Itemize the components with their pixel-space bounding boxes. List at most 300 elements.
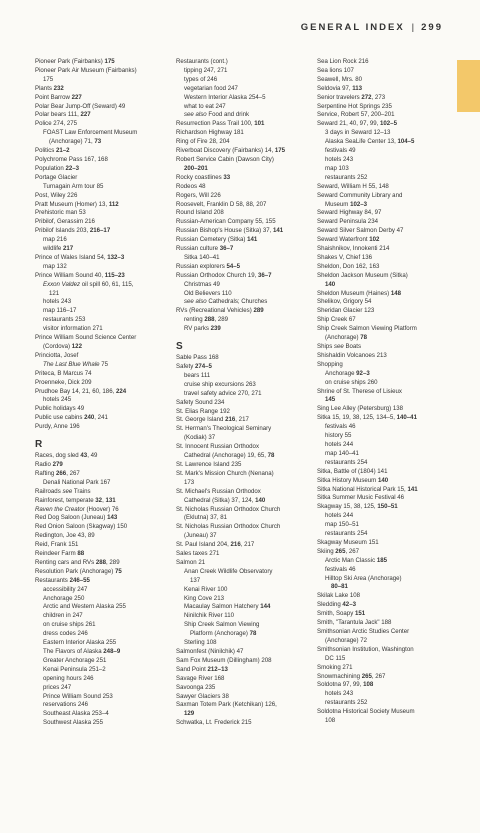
index-entry bbox=[176, 174, 306, 183]
index-entry bbox=[35, 423, 165, 432]
entry-text: 3 days in Seward 12–13 bbox=[325, 129, 391, 137]
entry-text: Rocky coastlines bbox=[176, 173, 224, 181]
index-subentry bbox=[35, 693, 165, 702]
entry-text: The Flavors of Alaska bbox=[43, 648, 104, 655]
entry-text: 104–5 bbox=[397, 138, 415, 146]
entry-text: cruise ship excursions 263 bbox=[184, 380, 256, 388]
entry-text: 240 bbox=[84, 414, 95, 422]
entry-text: children in 247 bbox=[43, 612, 83, 620]
index-entry bbox=[317, 236, 447, 245]
entry-text: Sand Point bbox=[176, 665, 208, 673]
entry-text: 144 bbox=[260, 603, 271, 611]
entry-text: Radio bbox=[35, 460, 53, 468]
entry-text: St. Nicholas Russian Orthodox Church bbox=[176, 505, 281, 513]
entry-text: Boats bbox=[343, 343, 362, 350]
index-subentry bbox=[176, 612, 306, 621]
index-entry bbox=[317, 494, 447, 503]
entry-text: Resurrection Pass Trail 100, bbox=[176, 120, 255, 128]
index-entry bbox=[35, 111, 165, 120]
entry-text: 132–3 bbox=[107, 253, 125, 261]
index-entry bbox=[176, 245, 306, 254]
entry-text: Sales taxes 271 bbox=[176, 550, 220, 558]
entry-text: reservations 246 bbox=[43, 701, 89, 709]
entry-text: Reid, Frank 151 bbox=[35, 541, 79, 549]
index-entry bbox=[317, 681, 447, 690]
index-entry bbox=[317, 343, 447, 352]
index-subentry bbox=[176, 316, 306, 325]
index-entry bbox=[176, 201, 306, 210]
index-subentry bbox=[35, 307, 165, 316]
index-subentry bbox=[317, 699, 447, 708]
index-entry bbox=[176, 416, 306, 425]
index-entry bbox=[176, 363, 306, 372]
entry-text: St. Herman's Theological Seminary bbox=[176, 425, 272, 433]
entry-text: RV parks bbox=[184, 325, 211, 333]
entry-text: on cruise ships 261 bbox=[43, 621, 96, 629]
entry-text: Sterling 108 bbox=[184, 639, 217, 647]
entry-text: Prince of Wales Island 54, bbox=[35, 253, 108, 261]
entry-text: oil spill 60, 61, 115, bbox=[80, 280, 134, 288]
entry-text: what to eat 247 bbox=[184, 102, 226, 110]
entry-text: Restaurants bbox=[35, 576, 70, 584]
index-subentry bbox=[176, 76, 306, 85]
index-entry bbox=[317, 290, 447, 299]
entry-text: Sitka 140–41 bbox=[184, 253, 220, 261]
index-entry-continuation bbox=[176, 514, 306, 523]
entry-text: Rogers, Will 226 bbox=[176, 191, 221, 199]
entry-text: 185 bbox=[376, 556, 387, 564]
entry-text: Round Island 208 bbox=[176, 209, 224, 217]
entry-text: map 216 bbox=[43, 236, 67, 244]
entry-text: 175 bbox=[104, 58, 115, 65]
entry-text: Trains bbox=[72, 487, 91, 495]
entry-text: Proenneke, Dick 209 bbox=[35, 378, 92, 386]
entry-text: (Juneau) 37 bbox=[184, 532, 217, 540]
index-entry bbox=[317, 361, 447, 370]
entry-text: Sitka National Historical Park 15, bbox=[317, 485, 408, 493]
index-entry-continuation bbox=[317, 281, 447, 290]
index-entry bbox=[35, 334, 165, 343]
index-entry bbox=[176, 550, 306, 559]
index-entry bbox=[35, 541, 165, 550]
entry-text: Pribilof Islands 203, bbox=[35, 227, 90, 235]
entry-text: Cathedral (Anchorage) 19, 65, bbox=[184, 452, 268, 460]
index-entry bbox=[35, 514, 165, 523]
index-entry bbox=[176, 218, 306, 227]
index-subentry bbox=[317, 557, 447, 566]
entry-text: (Anchorage) 72 bbox=[325, 636, 368, 644]
index-entry bbox=[35, 550, 165, 559]
entry-text: 102 bbox=[369, 236, 380, 244]
entry-text: 21–2 bbox=[56, 147, 70, 155]
entry-text: Old Believers 110 bbox=[184, 289, 232, 297]
entry-text: (Hoover) 76 bbox=[84, 505, 119, 513]
index-subentry bbox=[35, 325, 165, 334]
index-entry bbox=[35, 461, 165, 470]
index-entry bbox=[35, 201, 165, 210]
index-entry bbox=[317, 94, 447, 103]
index-entry bbox=[176, 236, 306, 245]
index-entry bbox=[176, 657, 306, 666]
entry-text: restaurants 252 bbox=[325, 173, 368, 181]
entry-text: 141 bbox=[407, 485, 418, 493]
index-subentry bbox=[35, 666, 165, 675]
index-entry bbox=[35, 209, 165, 218]
entry-text: Russian-American Company 55, 155 bbox=[176, 218, 276, 226]
index-entry-continuation bbox=[317, 334, 447, 343]
entry-text: Polar Bear Jump-Off (Seward) 49 bbox=[35, 102, 126, 110]
entry-text: Savage River 168 bbox=[176, 674, 225, 682]
entry-text: Smith, Soapy bbox=[317, 610, 355, 618]
index-column-1 bbox=[35, 58, 165, 728]
entry-text: St. Elias Range 192 bbox=[176, 407, 230, 415]
entry-text: Snowmachining bbox=[317, 672, 362, 680]
entry-text: Sledding bbox=[317, 601, 343, 609]
entry-text: 173 bbox=[184, 478, 195, 486]
entry-text: restaurants 253 bbox=[43, 316, 86, 324]
index-entry bbox=[176, 443, 306, 452]
index-entry bbox=[35, 85, 165, 94]
entry-text: 113 bbox=[352, 84, 363, 92]
entry-text: Sitka, Battle of (1804) 141 bbox=[317, 467, 388, 475]
entry-text: S bbox=[176, 341, 183, 353]
entry-text: Ninilchik River 110 bbox=[184, 612, 235, 620]
index-subentry-continuation bbox=[35, 290, 165, 299]
entry-text: 115–23 bbox=[104, 271, 125, 279]
entry-text: Sitka History Museum bbox=[317, 476, 378, 484]
entry-text: 150–51 bbox=[377, 503, 398, 511]
entry-text: , 267 bbox=[371, 672, 386, 680]
entry-text: 140 bbox=[325, 280, 336, 288]
index-entry-continuation bbox=[35, 343, 165, 352]
index-subentry bbox=[176, 103, 306, 112]
entry-text: Railroads bbox=[35, 487, 63, 495]
index-entry bbox=[176, 272, 306, 281]
entry-text: Smith, "Tarantula Jack" 188 bbox=[317, 619, 392, 627]
entry-text: vegetarian food 247 bbox=[184, 84, 238, 92]
entry-text: (Anchorage) bbox=[325, 334, 361, 342]
entry-text: 266 bbox=[56, 469, 67, 477]
entry-text: restaurants 254 bbox=[325, 458, 368, 466]
entry-text: Southeast Alaska 253–4 bbox=[43, 710, 109, 718]
entry-text: 140 bbox=[377, 476, 389, 484]
entry-text: 54–5 bbox=[226, 262, 241, 270]
index-entry bbox=[317, 67, 447, 76]
index-subentry bbox=[35, 684, 165, 693]
index-subentry bbox=[35, 621, 165, 630]
entry-text: Service, Robert 57, 200–201 bbox=[317, 111, 395, 119]
index-entry bbox=[176, 675, 306, 684]
index-entry bbox=[317, 664, 447, 673]
index-entry bbox=[317, 76, 447, 85]
entry-text: festivals 46 bbox=[325, 565, 356, 573]
index-entry bbox=[176, 58, 306, 67]
entry-text: Seward Highway 84, 97 bbox=[317, 209, 382, 217]
entry-text: see also bbox=[184, 298, 207, 306]
entry-text: Prudhoe Bay 14, 21, 60, 186, bbox=[35, 387, 116, 395]
entry-text: Russian Orthodox Church 19, bbox=[176, 271, 258, 279]
entry-text: Denali National Park 167 bbox=[43, 478, 111, 486]
index-subentry bbox=[176, 390, 306, 399]
entry-text: , 289 bbox=[214, 316, 229, 324]
entry-text: King Cove 213 bbox=[184, 594, 224, 602]
entry-text: , 241 bbox=[94, 414, 108, 422]
entry-text: 32 bbox=[95, 496, 103, 504]
index-subentry bbox=[35, 710, 165, 719]
entry-text: Prehistoric man 53 bbox=[35, 209, 86, 217]
entry-text: Hilltop Ski Area (Anchorage) bbox=[325, 574, 402, 582]
index-entry bbox=[176, 461, 306, 470]
index-entry bbox=[35, 405, 165, 414]
index-subentry bbox=[35, 603, 165, 612]
entry-text: Rodeos 48 bbox=[176, 182, 206, 190]
index-subentry bbox=[35, 479, 165, 488]
index-subentry-continuation bbox=[317, 583, 447, 592]
entry-text: map 132 bbox=[43, 262, 67, 270]
entry-text: Roosevelt, Franklin D 58, 88, 207 bbox=[176, 200, 267, 208]
index-entry bbox=[317, 245, 447, 254]
index-subentry bbox=[176, 372, 306, 381]
entry-text: opening hours 246 bbox=[43, 674, 94, 682]
entry-text: visitor information 271 bbox=[43, 325, 103, 333]
index-subentry bbox=[317, 521, 447, 530]
index-entry bbox=[35, 559, 165, 568]
entry-text: Salmon 21 bbox=[176, 558, 206, 566]
entry-text: Sing Lee Alley (Petersburg) 138 bbox=[317, 405, 404, 413]
index-subentry bbox=[35, 657, 165, 666]
entry-text: hotels 245 bbox=[43, 396, 72, 404]
index-subentry bbox=[317, 575, 447, 584]
entry-text: 227 bbox=[71, 93, 82, 101]
index-subentry bbox=[35, 245, 165, 254]
index-subentry bbox=[35, 648, 165, 657]
index-entry-continuation bbox=[176, 165, 306, 174]
index-entry bbox=[317, 298, 447, 307]
index-entry bbox=[317, 610, 447, 619]
entry-text: Skiing bbox=[317, 547, 336, 555]
entry-text: 274–5 bbox=[194, 363, 212, 370]
entry-text: 137 bbox=[190, 576, 201, 584]
entry-text: St. Lawrence Island 235 bbox=[176, 460, 242, 468]
entry-text: FOAST Law Enforcement Museum bbox=[43, 129, 138, 137]
index-subentry bbox=[35, 183, 165, 192]
entry-text: see bbox=[62, 487, 73, 495]
index-subentry bbox=[317, 450, 447, 459]
entry-text: festivals 49 bbox=[325, 147, 356, 155]
entry-text: map 116–17 bbox=[43, 307, 77, 315]
entry-text: Cathedrals; Churches bbox=[206, 298, 268, 306]
index-subentry bbox=[317, 690, 447, 699]
index-entry bbox=[35, 227, 165, 236]
entry-text: hotels 243 bbox=[325, 155, 354, 163]
entry-text: Sheldon, Don 162, 163 bbox=[317, 262, 380, 270]
index-entry bbox=[35, 94, 165, 103]
entry-text: Pioneer Park (Fairbanks) bbox=[35, 58, 105, 65]
index-entry bbox=[317, 405, 447, 414]
entry-text: The Last Blue Whale bbox=[43, 360, 100, 368]
entry-text: Salmonfest (Ninilchik) 47 bbox=[176, 648, 244, 655]
entry-text: prices 247 bbox=[43, 683, 72, 691]
entry-text: 121 bbox=[49, 289, 60, 297]
entry-text: 78 bbox=[267, 452, 275, 460]
entry-text: Polychrome Pass 167, 168 bbox=[35, 155, 108, 163]
entry-text: 33 bbox=[223, 173, 231, 181]
entry-text: , bbox=[102, 496, 106, 504]
entry-text: Renting cars and RVs bbox=[35, 558, 96, 566]
entry-text: hotels 243 bbox=[43, 298, 72, 306]
index-subentry bbox=[317, 129, 447, 138]
index-entry bbox=[317, 120, 447, 129]
entry-text: Red Dog Saloon (Juneau) bbox=[35, 514, 108, 522]
index-subentry bbox=[176, 67, 306, 76]
index-subentry bbox=[35, 316, 165, 325]
entry-text: Museum bbox=[325, 200, 351, 208]
index-entry bbox=[35, 379, 165, 388]
entry-text: 43 bbox=[80, 452, 88, 460]
index-entry bbox=[317, 58, 447, 67]
index-subentry bbox=[35, 396, 165, 405]
entry-text: 212–13 bbox=[207, 665, 228, 673]
index-entry bbox=[35, 470, 165, 479]
entry-text: accessibility 247 bbox=[43, 585, 88, 593]
entry-text: 224 bbox=[115, 387, 127, 395]
entry-text: hotels 244 bbox=[325, 512, 354, 520]
entry-text: 216 bbox=[225, 416, 236, 424]
entry-text: 88 bbox=[77, 550, 85, 558]
index-entry bbox=[35, 67, 165, 76]
entry-text: 272 bbox=[361, 93, 372, 101]
entry-text: Purdy, Anne 196 bbox=[35, 423, 80, 431]
section-thumb-tab bbox=[457, 60, 480, 112]
entry-text: Seward Waterfront bbox=[317, 236, 370, 244]
entry-text: 175 bbox=[43, 75, 54, 83]
entry-text: Shakes V, Chief 136 bbox=[317, 253, 372, 261]
entry-text: 279 bbox=[52, 460, 63, 468]
entry-text: 75 bbox=[114, 567, 122, 575]
entry-text: St. Mark's Mission Church (Nenana) bbox=[176, 469, 274, 477]
entry-text: Kenai Peninsula 251–2 bbox=[43, 665, 106, 673]
entry-text: Platform (Anchorage) bbox=[190, 630, 250, 638]
index-entry bbox=[176, 408, 306, 417]
index-subentry bbox=[176, 381, 306, 390]
entry-text: 22–3 bbox=[65, 164, 80, 172]
index-subentry bbox=[35, 263, 165, 272]
index-entry-continuation bbox=[317, 717, 447, 726]
entry-text: Shaishnikov, Innokenti 214 bbox=[317, 245, 390, 253]
index-entry bbox=[35, 103, 165, 112]
index-entry bbox=[317, 192, 447, 201]
index-subentry bbox=[317, 423, 447, 432]
entry-text: types of 246 bbox=[184, 75, 218, 83]
entry-text: Soldotna 97, 99, bbox=[317, 681, 364, 689]
index-entry bbox=[317, 209, 447, 218]
entry-text: on cruise ships 260 bbox=[325, 378, 378, 386]
entry-text: Population bbox=[35, 164, 66, 172]
entry-text: Ring of Fire 28, 204 bbox=[176, 138, 230, 146]
index-subentry bbox=[317, 156, 447, 165]
index-entry bbox=[317, 316, 447, 325]
index-entry bbox=[35, 532, 165, 541]
entry-text: Riverboat Discovery (Fairbanks) 14, bbox=[176, 147, 275, 155]
entry-text: Alaska SeaLife Center 13, bbox=[325, 138, 398, 146]
entry-text: 122 bbox=[71, 343, 82, 350]
entry-text: RVs (Recreational Vehicles) bbox=[176, 307, 254, 315]
index-subentry bbox=[35, 675, 165, 684]
entry-text: Public holidays 49 bbox=[35, 405, 85, 413]
entry-text: 102–5 bbox=[380, 120, 397, 128]
entry-text: Prince William Sound 40, bbox=[35, 271, 105, 279]
entry-text: 42–3 bbox=[342, 601, 356, 609]
index-entry bbox=[176, 523, 306, 532]
index-entry bbox=[317, 325, 447, 334]
index-entry bbox=[35, 414, 165, 423]
entry-text: Richardson Highway 181 bbox=[176, 129, 244, 137]
index-entry bbox=[35, 192, 165, 201]
entry-text: Smithsonian Institution, Washington bbox=[317, 645, 414, 653]
entry-text: Soldotna Historical Society Museum bbox=[317, 708, 415, 716]
entry-text: Seward Community Library and bbox=[317, 191, 403, 199]
entry-text: Shelikov, Grigory 54 bbox=[317, 298, 372, 306]
index-subentry bbox=[317, 165, 447, 174]
entry-text: , 273 bbox=[371, 93, 386, 101]
index-subentry bbox=[317, 147, 447, 156]
entry-text: Turnagain Arm tour 85 bbox=[43, 182, 104, 190]
entry-text: restaurants 252 bbox=[325, 699, 368, 707]
entry-text: Exxon Valdez bbox=[43, 280, 81, 288]
index-entry bbox=[317, 85, 447, 94]
index-entry bbox=[35, 523, 165, 532]
index-entry bbox=[35, 174, 165, 183]
entry-text: St. Nicholas Russian Orthodox Church bbox=[176, 523, 281, 531]
entry-text: Southwest Alaska 255 bbox=[43, 719, 103, 727]
entry-text: Sitka Summer Music Festival 46 bbox=[317, 494, 405, 502]
index-subentry bbox=[35, 701, 165, 710]
entry-text: Anchorage bbox=[325, 369, 357, 377]
index-entry bbox=[317, 673, 447, 682]
entry-text: 78 bbox=[360, 334, 368, 342]
index-entry bbox=[317, 592, 447, 601]
entry-text: Sawyer Glaciers 38 bbox=[176, 692, 229, 700]
entry-text: (Kodiak) 37 bbox=[184, 434, 216, 442]
entry-text: Arctic Man Classic bbox=[325, 556, 377, 564]
index-entry bbox=[176, 209, 306, 218]
entry-text: , 217 bbox=[240, 541, 255, 549]
index-entry bbox=[176, 648, 306, 657]
entry-text: , 217 bbox=[235, 416, 249, 424]
index-subentry bbox=[176, 621, 306, 630]
entry-text: travel safety advice 270, 271 bbox=[184, 389, 262, 397]
entry-text: Rainforest, temperate bbox=[35, 496, 96, 504]
entry-text: 265 bbox=[335, 547, 346, 555]
entry-text: Western Interior Alaska 254–5 bbox=[184, 93, 266, 101]
page-number: 299 bbox=[421, 22, 443, 33]
index-subentry bbox=[176, 85, 306, 94]
entry-text: Skagway Museum 151 bbox=[317, 538, 379, 546]
entry-text: Prince William Sound 253 bbox=[43, 692, 113, 700]
entry-text: Sam Fox Museum (Dillingham) 208 bbox=[176, 656, 272, 664]
index-column-2 bbox=[176, 58, 306, 728]
entry-text: Russian explorers bbox=[176, 262, 227, 270]
entry-text: wildlife bbox=[43, 245, 63, 253]
entry-text: Sitka 15, 19, 38, 125, 134–5, bbox=[317, 414, 397, 422]
entry-text: Smithsonian Arctic Studies Center bbox=[317, 628, 410, 635]
entry-text: Restaurants (cont.) bbox=[176, 58, 228, 65]
entry-text: Eastern Interior Alaska 255 bbox=[43, 639, 117, 647]
index-entry bbox=[35, 568, 165, 577]
entry-text: map 103 bbox=[325, 164, 349, 172]
entry-text: 217 bbox=[62, 245, 74, 253]
index-entry bbox=[35, 120, 165, 129]
